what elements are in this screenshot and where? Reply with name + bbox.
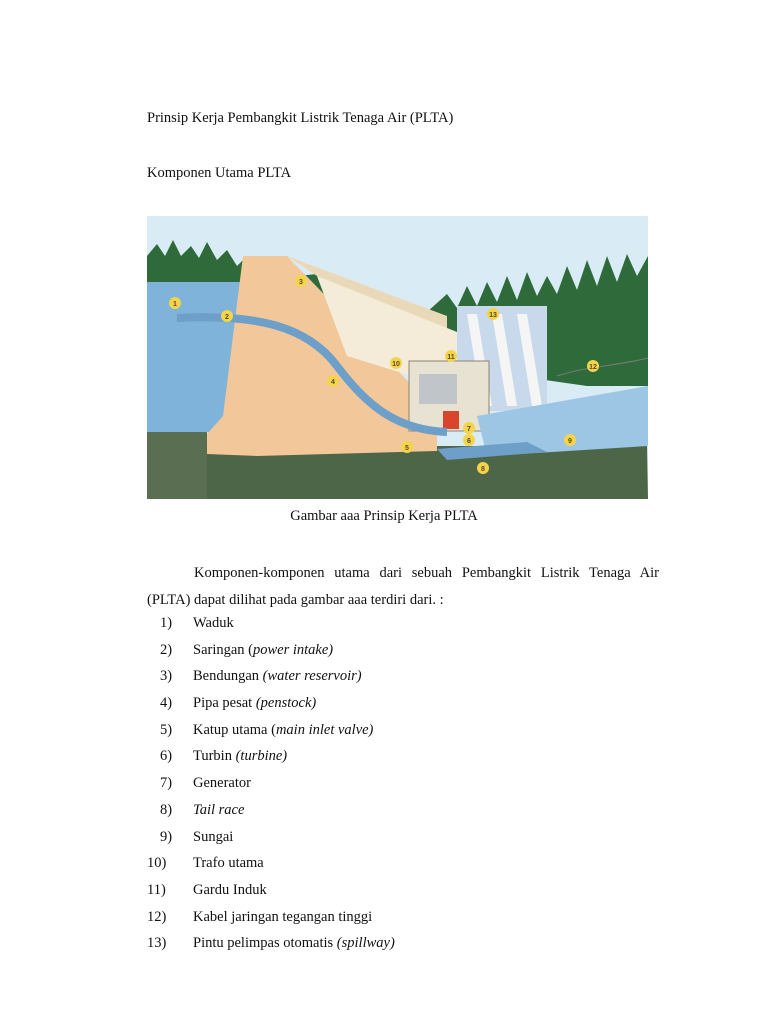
list-item xyxy=(147,666,395,693)
marker-1: 1 xyxy=(173,301,177,308)
item-number: 2) xyxy=(160,641,173,658)
marker-12: 12 xyxy=(589,364,597,371)
item-number: 11) xyxy=(147,881,166,898)
list-item xyxy=(147,880,395,907)
list-item xyxy=(147,693,395,720)
marker-2: 2 xyxy=(225,314,229,321)
plta-diagram xyxy=(147,216,648,499)
list-item xyxy=(147,907,395,934)
marker-3: 3 xyxy=(299,279,303,286)
item-italic: (water reservoir) xyxy=(262,668,362,685)
item-text: Sungai xyxy=(193,828,234,845)
marker-6: 6 xyxy=(467,438,471,445)
item-text: Saringan ( xyxy=(193,641,253,658)
page-title: Prinsip Kerja Pembangkit Listrik Tenaga Air (PLTA) xyxy=(147,110,454,126)
item-number: 1) xyxy=(160,615,173,631)
list-item xyxy=(147,800,395,827)
list-item xyxy=(147,933,395,960)
marker-11: 11 xyxy=(447,354,455,361)
item-text: Bendungan xyxy=(193,668,263,685)
item-number: 7) xyxy=(160,775,173,792)
list-item xyxy=(147,720,395,747)
item-italic: (penstock) xyxy=(255,695,317,712)
item-text: Pipa pesat xyxy=(193,695,256,712)
item-number: 8) xyxy=(160,801,173,818)
list-item xyxy=(147,746,395,773)
item-number: 6) xyxy=(160,748,173,765)
item-text: Katup utama ( xyxy=(193,721,276,738)
item-text: Turbin xyxy=(193,748,236,765)
item-text: Gardu Induk xyxy=(193,881,267,898)
list-item xyxy=(147,853,395,880)
figure-caption: Gambar aaa Prinsip Kerja PLTA xyxy=(290,508,478,524)
item-number: 5) xyxy=(160,721,173,738)
plta-illustration xyxy=(147,216,648,499)
item-number: 4) xyxy=(160,695,173,712)
item-text: Trafo utama xyxy=(193,855,264,872)
item-text: Generator xyxy=(193,775,251,792)
item-number: 12) xyxy=(147,908,167,925)
item-italic: Tail race xyxy=(193,801,245,818)
item-italic: power intake) xyxy=(253,641,334,658)
list-item xyxy=(147,773,395,800)
item-italic: main inlet valve) xyxy=(275,721,374,738)
component-list xyxy=(147,613,395,960)
marker-13: 13 xyxy=(489,312,497,319)
marker-5: 5 xyxy=(405,445,409,452)
list-item xyxy=(147,827,395,854)
item-number: 13) xyxy=(147,935,167,952)
marker-7: 7 xyxy=(467,426,471,433)
item-text: Kabel jaringan tegangan tinggi xyxy=(193,908,373,925)
intro-paragraph: Komponen-komponen utama dari sebuah Pembangkit Listrik Tenaga Air (PLTA) dapat dilihat pada gambar aaa terdiri dari. : xyxy=(147,565,659,608)
item-number: 3) xyxy=(160,668,173,685)
item-text: Waduk xyxy=(193,615,234,631)
item-italic: (spillway) xyxy=(336,935,395,952)
item-italic: (turbine) xyxy=(235,748,288,765)
list-item xyxy=(147,640,395,667)
marker-4: 4 xyxy=(331,379,335,386)
section-heading: Komponen Utama PLTA xyxy=(147,165,292,181)
item-text: Pintu pelimpas otomatis xyxy=(193,935,337,952)
marker-10: 10 xyxy=(392,361,400,368)
list-item xyxy=(147,613,395,640)
item-number: 10) xyxy=(147,855,167,872)
marker-9: 9 xyxy=(568,438,572,445)
marker-8: 8 xyxy=(481,466,485,473)
item-number: 9) xyxy=(160,828,173,845)
